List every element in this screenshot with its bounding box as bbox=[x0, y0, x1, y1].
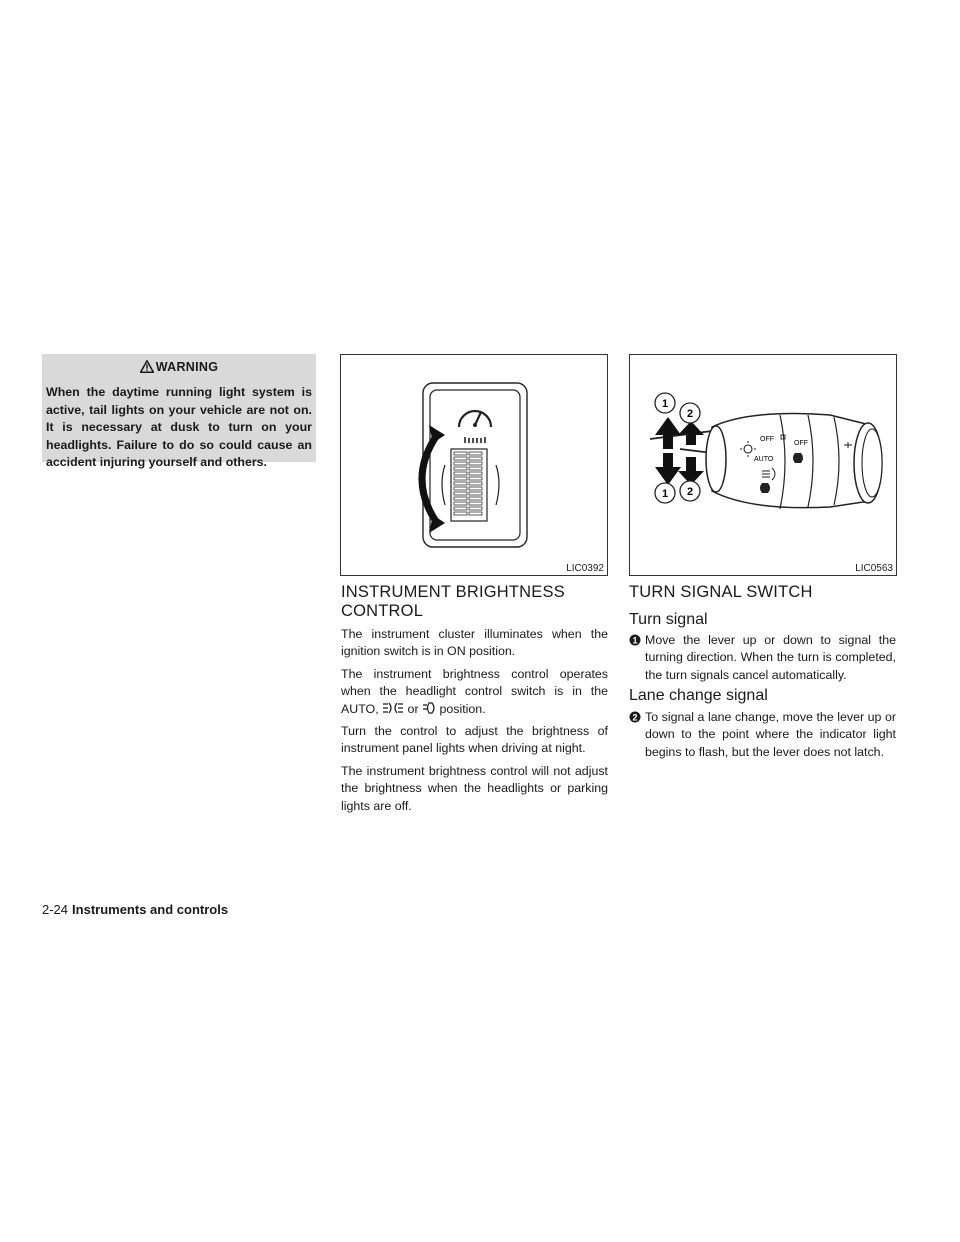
parking-light-icon bbox=[422, 702, 436, 714]
headlight-icon bbox=[382, 702, 404, 714]
warning-triangle-icon bbox=[140, 360, 154, 373]
brightness-paragraph-4: The instrument brightness control will not adjust the brightness when the headlights or parking lights are off. bbox=[341, 764, 608, 813]
svg-text:2: 2 bbox=[632, 712, 638, 723]
page-number: 2-24 bbox=[42, 902, 69, 917]
brightness-heading-line1: INSTRUMENT BRIGHTNESS bbox=[341, 583, 565, 601]
brightness-heading-line2: CONTROL bbox=[341, 602, 424, 620]
warning-box bbox=[42, 354, 316, 469]
warning-text: When the daytime running light system is active, tail lights on your vehicle are not on. It is necessary at dusk to turn on your headlights. Failure to do so could cause an accident injuring yourself and others. bbox=[46, 385, 312, 469]
brightness-p2-part1: The instrument brightness control operates when the headlight control switch is in the AUTO, bbox=[341, 667, 608, 716]
figure-code: LIC0392 bbox=[566, 563, 604, 574]
label-up-1: 1 bbox=[661, 398, 669, 410]
brightness-paragraph-3: Turn the control to adjust the brightness of instrument panel lights when driving at night. bbox=[341, 724, 608, 756]
label-down-1: 1 bbox=[661, 488, 669, 500]
label-down-2: 2 bbox=[686, 486, 694, 498]
turn-signal-heading: TURN SIGNAL SWITCH bbox=[629, 583, 813, 601]
turn-signal-item-text: Move the lever up or down to signal the turning direction. When the turn is completed, the turn signals cancel automatically. bbox=[645, 633, 896, 682]
brightness-p2-part2: or bbox=[407, 701, 419, 716]
warning-title: WARNING bbox=[155, 360, 219, 374]
brightness-paragraph-2 bbox=[341, 666, 608, 718]
brightness-control-illustration bbox=[341, 355, 607, 575]
page-footer bbox=[42, 902, 228, 917]
turn-signal-figure bbox=[629, 354, 897, 576]
brightness-paragraph-1: The instrument cluster illuminates when the ignition switch is in ON position. bbox=[341, 627, 608, 659]
label-off-1: OFF bbox=[760, 436, 774, 443]
turn-signal-item bbox=[629, 632, 896, 684]
chapter-title: Instruments and controls bbox=[72, 902, 229, 917]
brightness-heading bbox=[341, 583, 565, 621]
brightness-control-figure bbox=[340, 354, 608, 576]
turn-signal-lever-illustration bbox=[630, 355, 896, 575]
lane-change-subheading: Lane change signal bbox=[629, 687, 768, 704]
lane-change-item bbox=[629, 709, 896, 761]
svg-text:1: 1 bbox=[632, 635, 638, 646]
number-badge-2 bbox=[629, 711, 641, 723]
number-badge-1 bbox=[629, 634, 641, 646]
label-off-2: OFF bbox=[794, 440, 808, 447]
warning-header bbox=[42, 354, 316, 378]
label-auto: AUTO bbox=[754, 456, 774, 463]
lane-change-item-text: To signal a lane change, move the lever up or down to the point where the indicator light begins to flash, but the lever does not latch. bbox=[645, 710, 896, 759]
label-up-2: 2 bbox=[686, 408, 694, 420]
figure-code: LIC0563 bbox=[855, 563, 893, 574]
brightness-p2-part3: position. bbox=[439, 701, 486, 716]
turn-signal-subheading: Turn signal bbox=[629, 611, 708, 628]
